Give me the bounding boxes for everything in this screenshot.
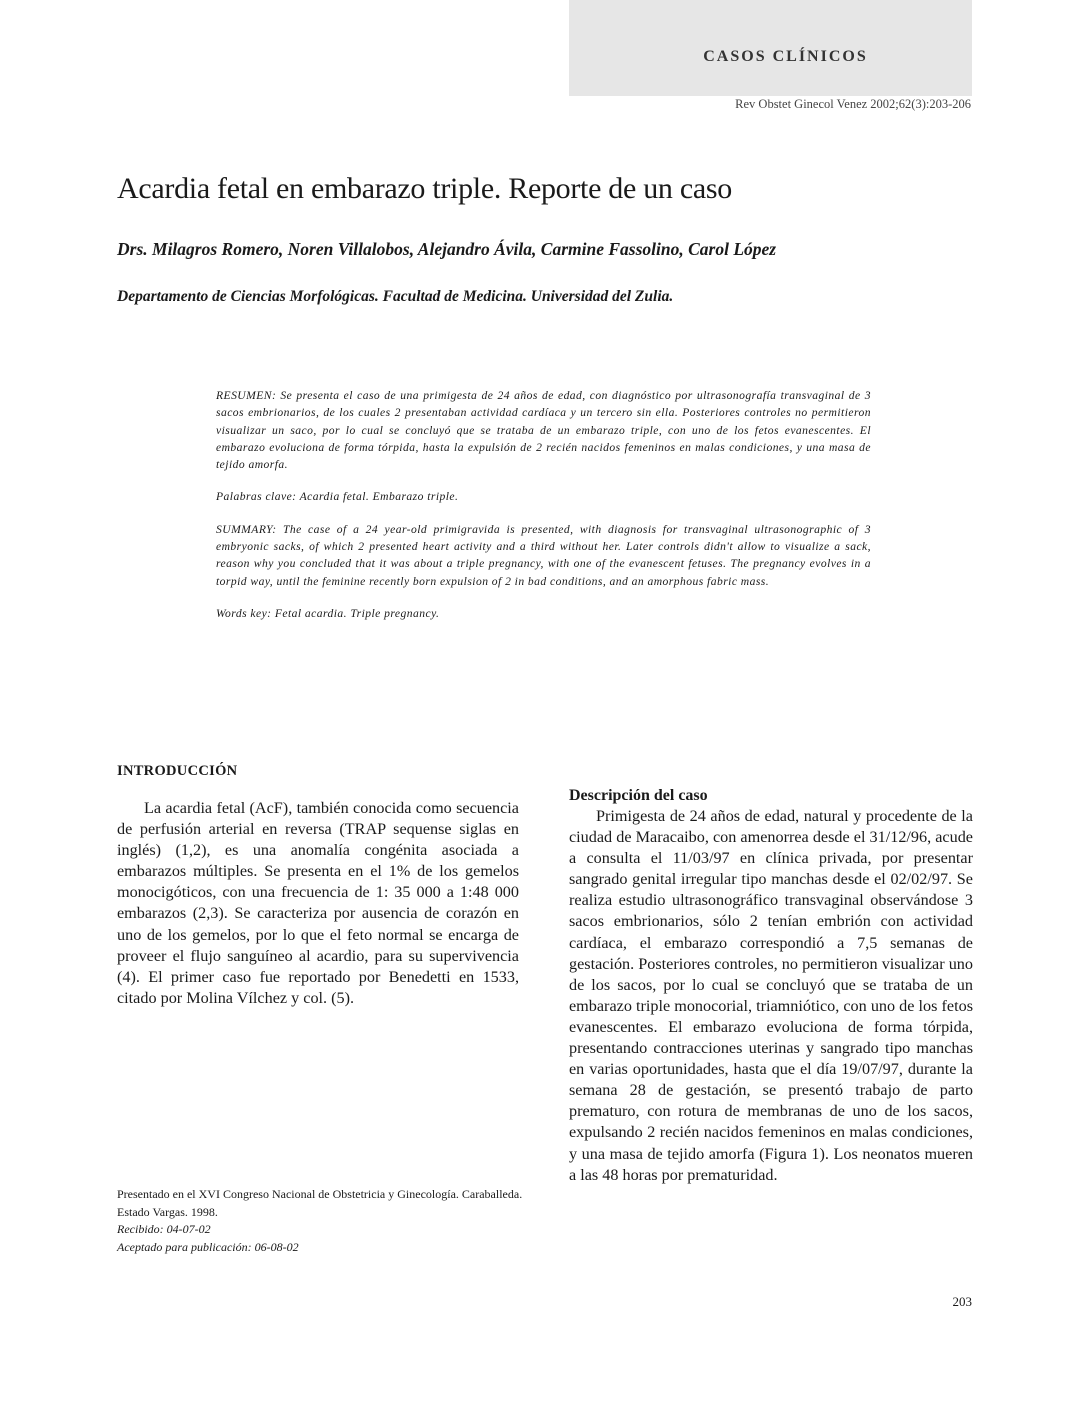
footnote-recibido: Recibido: 04-07-02	[117, 1222, 211, 1236]
left-column	[117, 763, 519, 1009]
page-number: 203	[952, 1294, 972, 1309]
footnote	[117, 1186, 537, 1256]
palabras-clave: Palabras clave: Acardia fetal. Embarazo triple.	[216, 490, 459, 504]
descripcion-paragraph: Primigesta de 24 años de edad, natural y procedente de la ciudad de Maracaibo, con amenorrea desde el 31/12/96, acude a consulta el 11/03/97 en clínica privada, por presentar sangrado genital irregular tipo manchas desde el 02/02/97. Se realiza estudio ultrasonográfico transvaginal observándose 3 sacos embrionarios, sólo 2 tenían embrión con actividad cardíaca, el embarazo correspondió a 7,5 semanas de gestación. Posteriores controles, no permitieron visualizar uno de los sacos, por lo cual se concluyó que se trataba de un embarazo triple monocorial, triamniótico, con uno de los fetos evanescentes. El embarazo evoluciona de forma tórpida, presentando contracciones uterinas y sangrado tipo manchas en varias oportunidades, hasta que el día 19/07/97, durante la semana 28 de gestación, se presentó trabajo de parto prematuro, con rotura de membranas de uno de los sacos, expulsando 2 recién nacidos femeninos en malas condiciones, y una masa de tejido amorfa (Figura 1). Los neonatos mueren a las 48 horas por prematuridad.	[569, 807, 973, 1184]
footnote-presentado: Presentado en el XVI Congreso Nacional de Obstetricia y Ginecología. Caraballeda. Estado Vargas. 1998.	[117, 1187, 523, 1219]
introduccion-paragraph: La acardia fetal (AcF), también conocida como secuencia de perfusión arterial en reversa (TRAP sequense siglas en inglés) (1,2), es una anomalía congénita asociada a embarazos múltiples. Se presenta en el 1% de los gemelos monocigóticos, con una frecuencia de 1: 35 000 a 1:48 000 embarazos (2,3). Se caracteriza por ausencia de corazón en uno de los gemelos, por lo que el feto normal se encarga de proveer el flujo sanguíneo al acardio, para su supervivencia (4). El primer caso fue reportado por Benedetti en 1533, citado por Molina Vílchez y col. (5).	[117, 799, 519, 1007]
footnote-aceptado: Aceptado para publicación: 06-08-02	[117, 1239, 299, 1254]
article-affiliation: Departamento de Ciencias Morfológicas. Facultad de Medicina. Universidad del Zulia.	[117, 288, 674, 305]
words-key: Words key: Fetal acardia. Triple pregnancy.	[216, 606, 440, 620]
summary-paragraph: SUMMARY: The case of a 24 year-old primigravida is presented, with diagnosis for transvaginal ultrasonographic of 3 embryonic sacks, of which 2 presented heart activity and a third without her. Later controls didn't allow to visualize a sack, reason why you concluded that it was about a triple pregnancy, with one of the evanescent fetuses. The pregnancy evolves in a torpid way, until the feminine recently born expulsion of 2 in bad conditions, and an amorphous fabric mass.	[216, 522, 871, 588]
abstract-block	[216, 387, 871, 637]
journal-citation: Rev Obstet Ginecol Venez 2002;62(3):203-206	[735, 97, 971, 111]
introduccion-heading: INTRODUCCIÓN	[117, 763, 238, 779]
right-column	[569, 787, 973, 1186]
resumen-paragraph: RESUMEN: Se presenta el caso de una primigesta de 24 años de edad, con diagnóstico por ultrasonografía transvaginal de 3 sacos embrionarios, de los cuales 2 presentaban actividad cardíaca y un tercero sin ella. Posteriores controles no permitieron visualizar un saco, por lo cual se concluyó que se trataba de un embarazo triple, con uno de los fetos evanescentes. El embarazo evoluciona de forma tórpida, hasta la expulsión de 2 recién nacidos femeninos en malas condiciones, y una masa de tejido amorfa.	[216, 389, 871, 472]
descripcion-heading: Descripción del caso	[569, 787, 708, 804]
article-authors: Drs. Milagros Romero, Noren Villalobos, Alejandro Ávila, Carmine Fassolino, Carol López	[117, 239, 777, 259]
article-title: Acardia fetal en embarazo triple. Reporte de un caso	[117, 172, 732, 205]
section-label: CASOS CLÍNICOS	[703, 48, 868, 65]
section-header-box	[569, 0, 972, 96]
